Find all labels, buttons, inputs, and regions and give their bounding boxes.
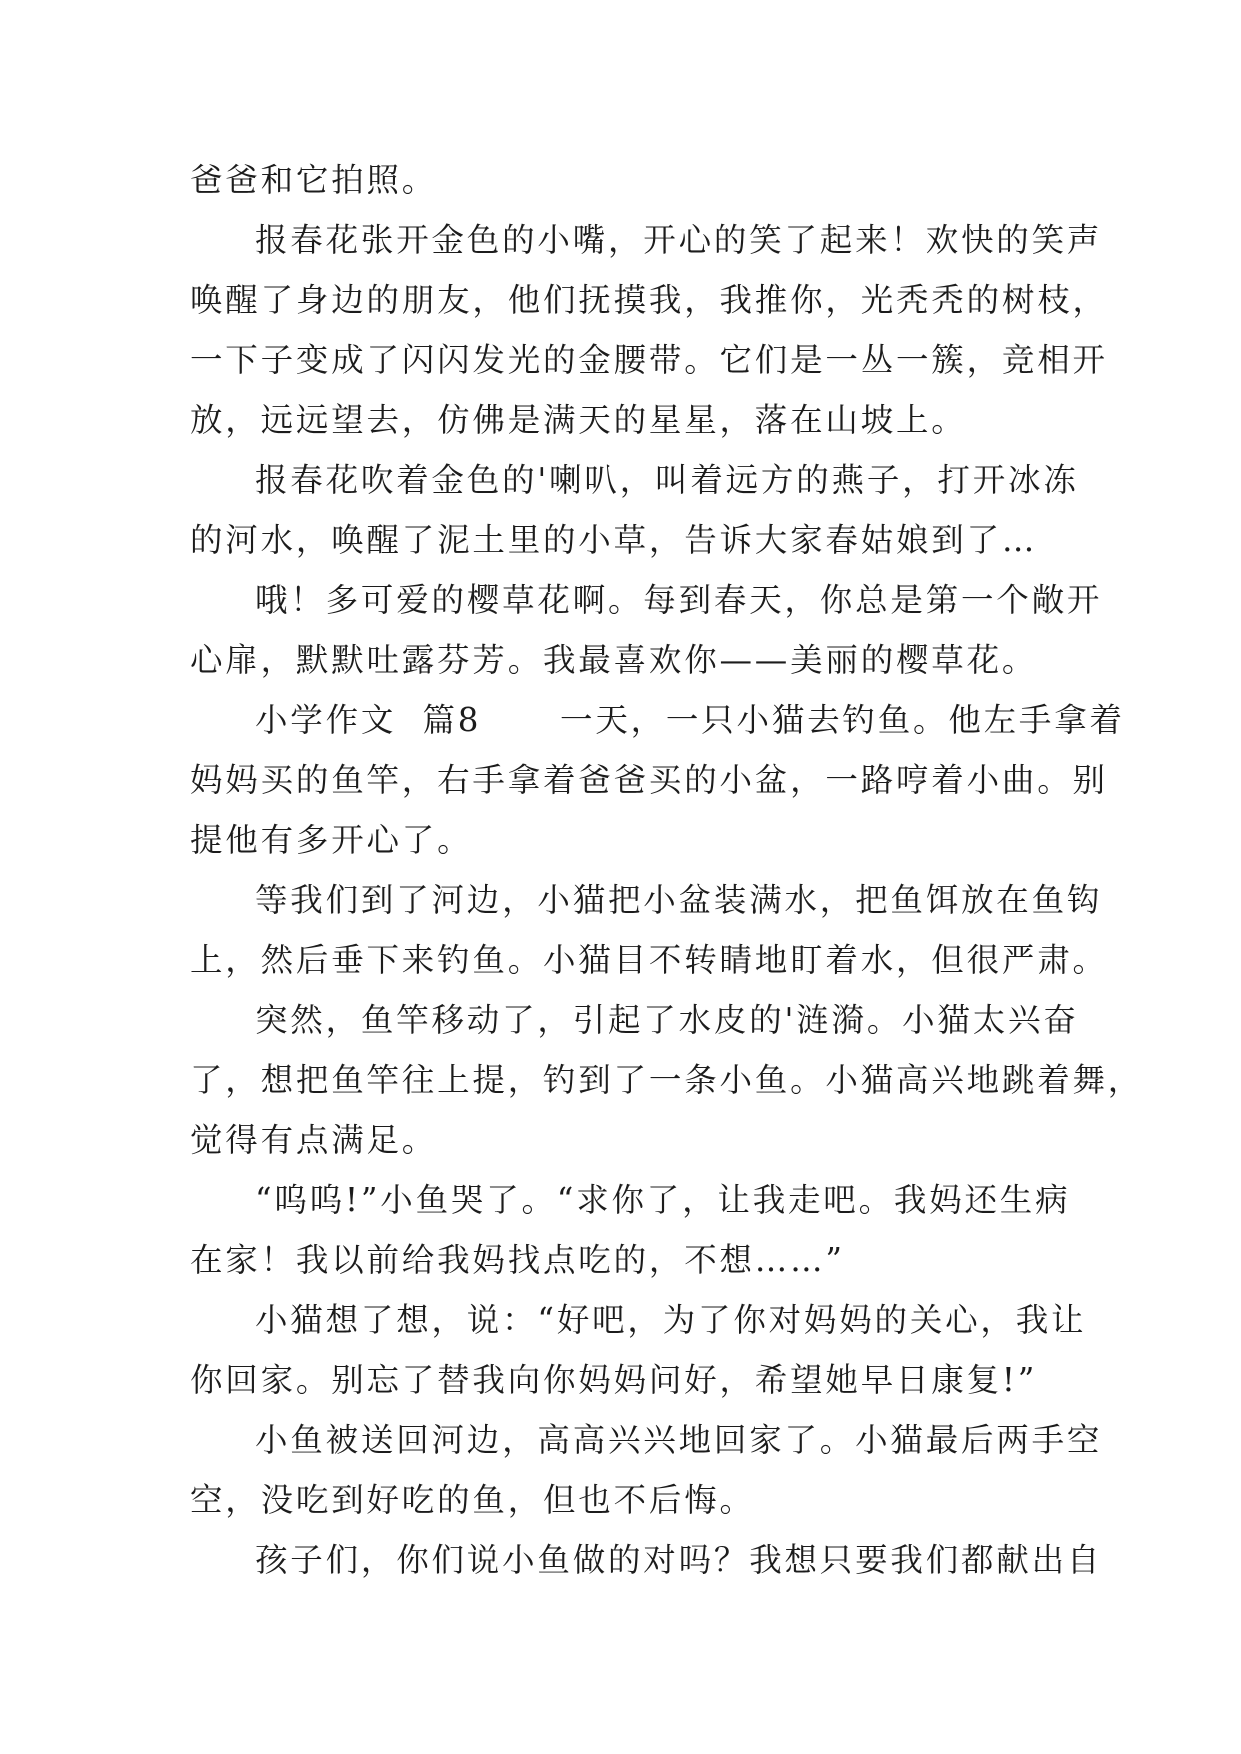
paragraph-start-line: 报春花张开金色的小嘴，开心的笑了起来！欢快的笑声 [255,221,1103,259]
body-text [190,150,1144,1590]
text-line: 在家！我以前给我妈找点吃的，不想……” [190,1241,845,1279]
text-line: 的河水，唤醒了泥土里的小草，告诉大家春姑娘到了… [190,521,1038,559]
text-line: 放，远远望去，仿佛是满天的星星，落在山坡上。 [190,401,967,439]
text-line: 觉得有点满足。 [190,1121,438,1159]
paragraph-start-line: 突然，鱼竿移动了，引起了水皮的'涟漪。小猫太兴奋 [255,1001,1079,1039]
paragraph-start-line: 孩子们，你们说小鱼做的对吗？我想只要我们都献出自 [255,1541,1103,1579]
paragraph-start-line: 等我们到了河边，小猫把小盆装满水，把鱼饵放在鱼钩 [255,881,1103,919]
text-line: 爸爸和它拍照。 [190,161,438,199]
text-line: 你回家。别忘了替我向你妈妈问好，希望她早日康复!” [190,1361,1038,1399]
section-heading-line: 小学作文 篇8 一天，一只小猫去钓鱼。他左手拿着 [255,701,1125,739]
text-line: 提他有多开心了。 [190,821,473,859]
text-line: 空，没吃到好吃的鱼，但也不后悔。 [190,1481,755,1519]
paragraph-start-line: 哦！多可爱的樱草花啊。每到春天，你总是第一个敞开 [255,581,1103,619]
paragraph-start-line: “呜呜!”小鱼哭了。“求你了，让我走吧。我妈还生病 [255,1181,1071,1219]
paragraph-start-line: 报春花吹着金色的'喇叭，叫着远方的燕子，打开冰冻 [255,461,1079,499]
text-line: 唤醒了身边的朋友，他们抚摸我，我推你，光秃秃的树枝， [190,281,1108,319]
paragraph-start-line: 小鱼被送回河边，高高兴兴地回家了。小猫最后两手空 [255,1421,1103,1459]
text-line: 一下子变成了闪闪发光的金腰带。它们是一丛一簇，竞相开 [190,341,1108,379]
text-line: 妈妈买的鱼竿，右手拿着爸爸买的小盆，一路哼着小曲。别 [190,761,1108,799]
paragraph-start-line: 小猫想了想，说：“好吧，为了你对妈妈的关心，我让 [255,1301,1087,1339]
text-line: 心扉，默默吐露芬芳。我最喜欢你——美丽的樱草花。 [190,641,1038,679]
text-line: 上，然后垂下来钓鱼。小猫目不转睛地盯着水，但很严肃。 [190,941,1108,979]
text-line: 了，想把鱼竿往上提，钓到了一条小鱼。小猫高兴地跳着舞， [190,1061,1144,1099]
